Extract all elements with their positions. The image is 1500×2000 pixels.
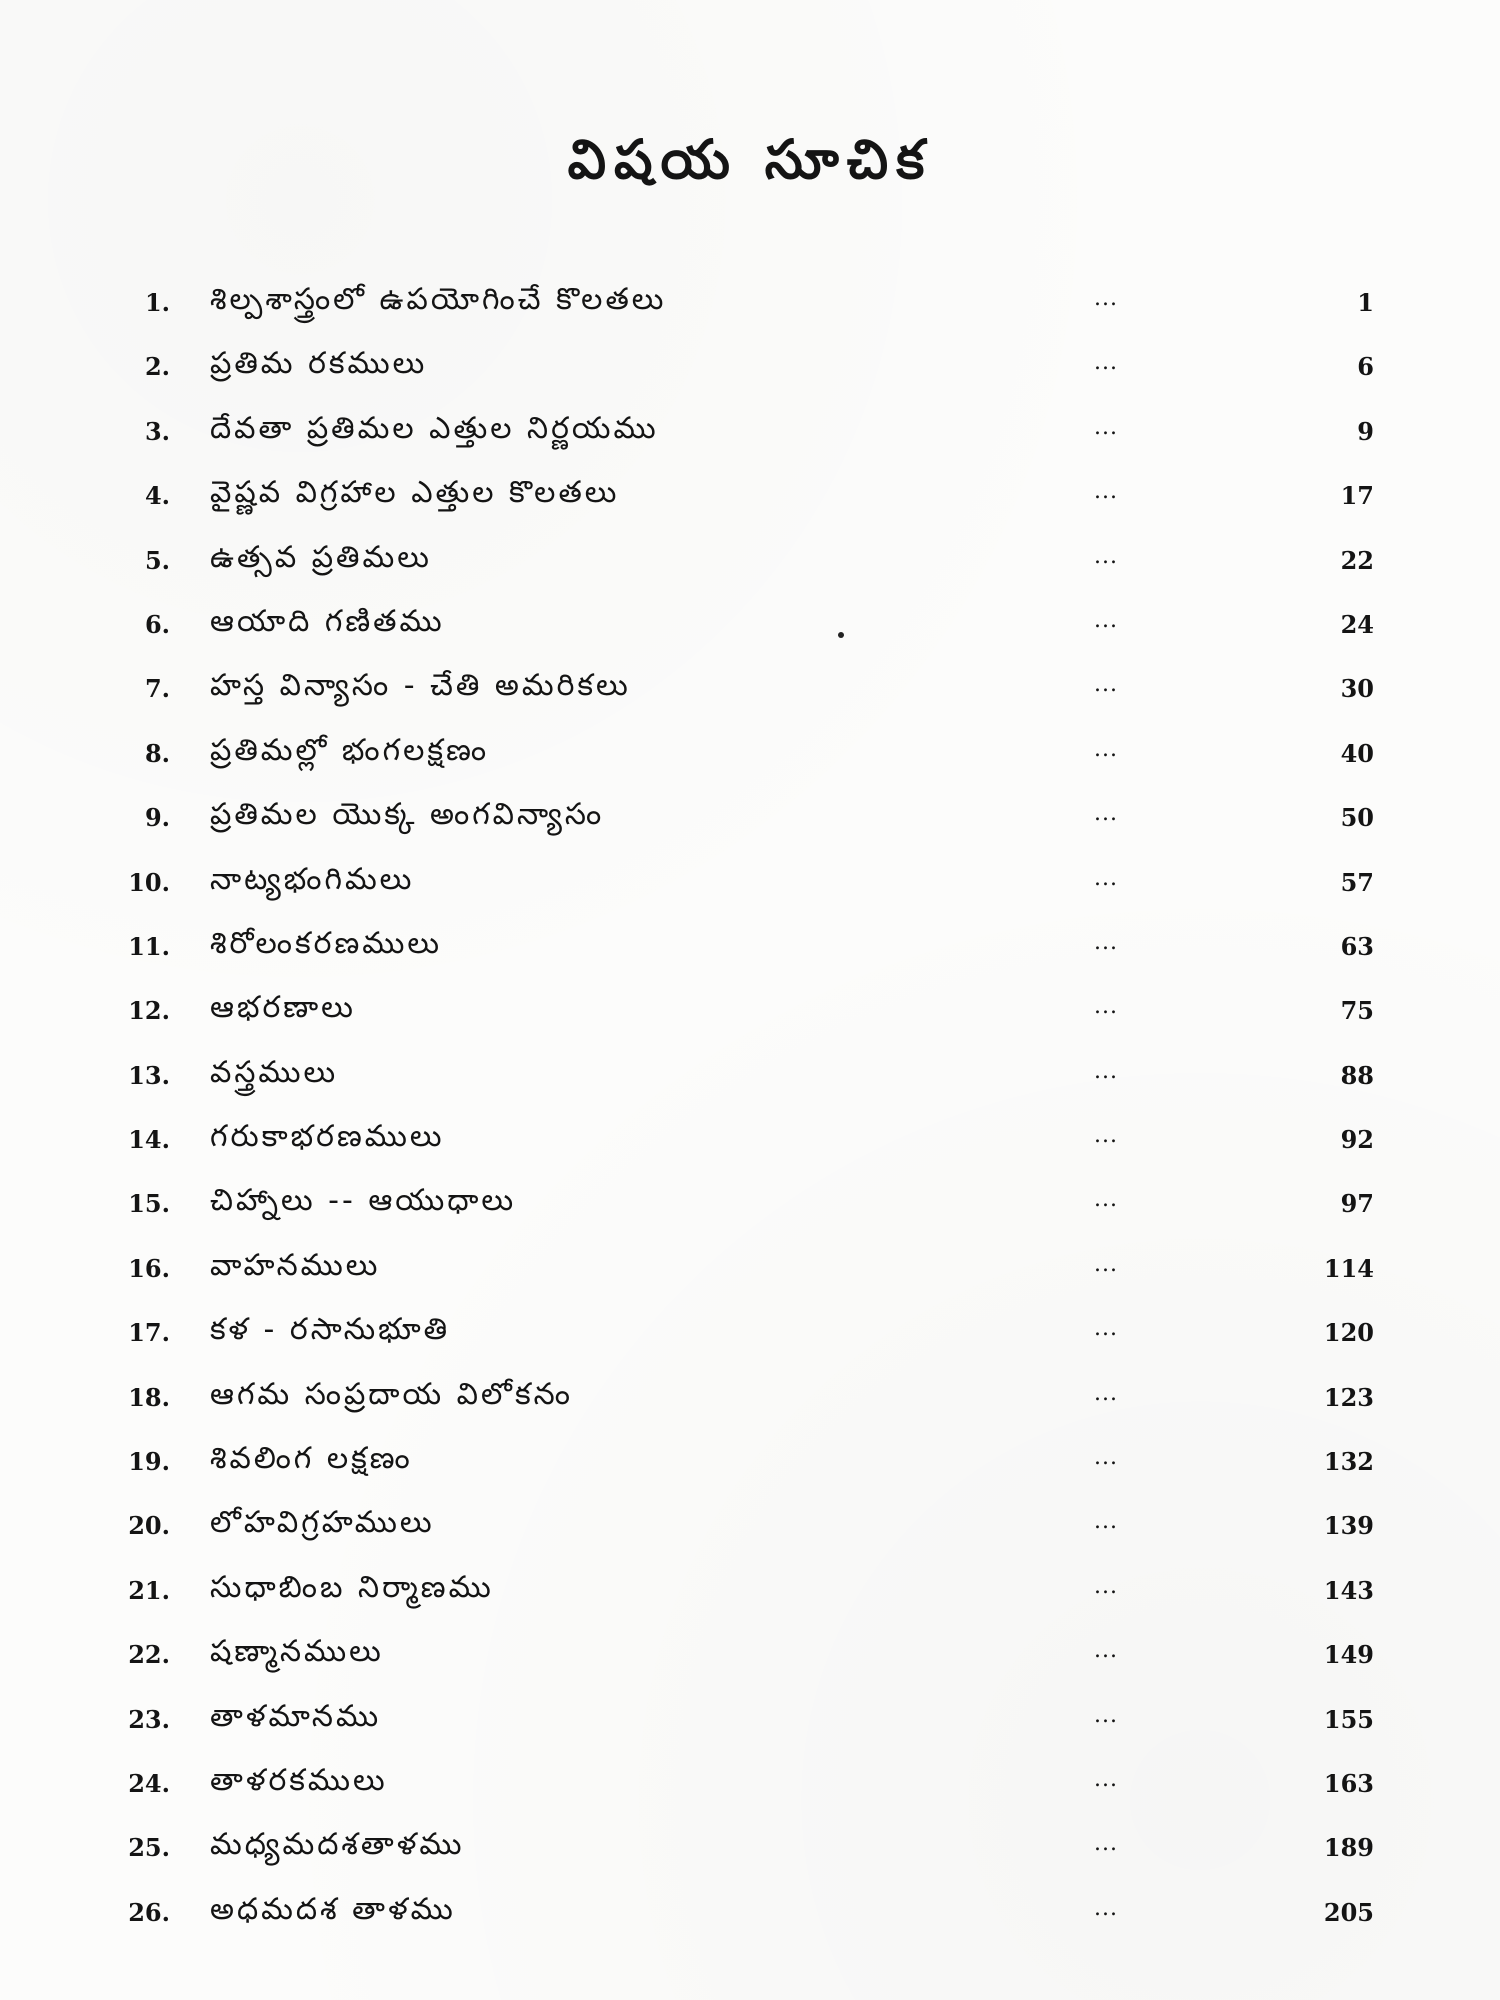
entry-page-number: 63	[1340, 931, 1374, 961]
entry-number: 4.	[144, 481, 170, 511]
entry-title: ప్రతిమల యొక్క అంగవిన్యాసం	[210, 797, 605, 833]
entry-title: షణ్మానములు	[210, 1634, 384, 1670]
entry-page-number: 163	[1323, 1768, 1374, 1798]
entry-number: 13.	[128, 1060, 170, 1090]
entry-page-number: 6	[1357, 352, 1374, 382]
entry-number: 3.	[144, 416, 170, 446]
dot-leader: ...	[1094, 1380, 1118, 1406]
toc-entry	[0, 1308, 1500, 1372]
dot-leader: ...	[1094, 1895, 1118, 1921]
entry-number: 10.	[128, 867, 170, 897]
dot-leader: ...	[1094, 1638, 1118, 1664]
toc-entry	[0, 1115, 1500, 1179]
entry-number: 22.	[128, 1640, 170, 1670]
entry-title: శిల్పశాస్త్రంలో ఉపయోగించే కొలతలు	[210, 282, 667, 317]
entry-page-number: 205	[1323, 1897, 1374, 1927]
toc-entry	[0, 471, 1500, 535]
table-of-contents	[0, 278, 1500, 1952]
entry-page-number: 120	[1323, 1318, 1374, 1348]
dot-leader: ...	[1094, 736, 1118, 762]
entry-page-number: 9	[1357, 416, 1374, 446]
entry-number: 12.	[128, 996, 170, 1026]
entry-number: 11.	[128, 931, 170, 961]
print-speck	[838, 632, 844, 638]
entry-page-number: 155	[1323, 1704, 1374, 1734]
entry-number: 7.	[144, 674, 170, 704]
entry-title: మధ్యమదశతాళము	[210, 1827, 465, 1863]
dot-leader: ...	[1094, 1445, 1118, 1471]
entry-page-number: 88	[1340, 1060, 1374, 1090]
entry-title: ప్రతిమ రకములు	[210, 346, 428, 382]
entry-title: గరుకాభరణములు	[210, 1119, 445, 1155]
toc-entry	[0, 1695, 1500, 1759]
dot-leader: ...	[1094, 543, 1118, 569]
entry-title: వస్త్రములు	[210, 1054, 339, 1090]
dot-leader: ...	[1094, 479, 1118, 505]
toc-entry	[0, 986, 1500, 1050]
entry-number: 5.	[144, 545, 170, 575]
entry-number: 18.	[128, 1382, 170, 1412]
entry-number: 24.	[128, 1768, 170, 1798]
entry-page-number: 57	[1340, 867, 1374, 897]
entry-title: ఆగమ సంప్రదాయ విలోకనం	[210, 1376, 573, 1412]
dot-leader: ...	[1094, 929, 1118, 955]
entry-number: 20.	[128, 1511, 170, 1541]
entry-number: 16.	[128, 1253, 170, 1283]
entry-title: ఆయాది గణితము	[210, 603, 445, 639]
entry-number: 19.	[128, 1447, 170, 1477]
entry-title: శివలింగ లక్షణం	[210, 1441, 413, 1477]
dot-leader: ...	[1094, 865, 1118, 891]
dot-leader: ...	[1094, 801, 1118, 827]
toc-entry	[0, 1888, 1500, 1952]
dot-leader: ...	[1094, 1702, 1118, 1728]
entry-number: 26.	[128, 1897, 170, 1927]
entry-title: ఆభరణాలు	[210, 990, 356, 1026]
dot-leader: ...	[1094, 1766, 1118, 1792]
toc-entry	[0, 664, 1500, 728]
entry-title: శిరోలంకరణములు	[210, 925, 443, 961]
entry-number: 6.	[144, 609, 170, 639]
entry-title: దేవతా ప్రతిమల ఎత్తుల నిర్ణయము	[210, 410, 659, 446]
entry-page-number: 92	[1340, 1125, 1374, 1155]
dot-leader: ...	[1094, 350, 1118, 376]
entry-page-number: 149	[1323, 1640, 1374, 1670]
entry-number: 9.	[144, 803, 170, 833]
entry-page-number: 132	[1323, 1447, 1374, 1477]
dot-leader: ...	[1094, 1831, 1118, 1857]
toc-entry	[0, 407, 1500, 471]
dot-leader: ...	[1094, 607, 1118, 633]
toc-entry	[0, 1501, 1500, 1565]
entry-page-number: 22	[1340, 545, 1374, 575]
entry-number: 23.	[128, 1704, 170, 1734]
entry-number: 17.	[128, 1318, 170, 1348]
toc-entry	[0, 342, 1500, 406]
entry-title: వాహనములు	[210, 1247, 381, 1283]
entry-number: 14.	[128, 1125, 170, 1155]
toc-entry	[0, 1759, 1500, 1823]
entry-number: 15.	[128, 1189, 170, 1219]
dot-leader: ...	[1094, 1251, 1118, 1277]
entry-page-number: 189	[1323, 1833, 1374, 1863]
entry-page-number: 1	[1357, 288, 1374, 317]
toc-entry	[0, 922, 1500, 986]
entry-page-number: 75	[1340, 996, 1374, 1026]
dot-leader: ...	[1094, 1509, 1118, 1535]
entry-title: నాట్యభంగిమలు	[210, 861, 415, 897]
dot-leader: ...	[1094, 414, 1118, 440]
entry-title: అధమదశ తాళము	[210, 1891, 456, 1927]
toc-entry	[0, 278, 1500, 342]
toc-entry	[0, 793, 1500, 857]
dot-leader: ...	[1094, 994, 1118, 1020]
entry-page-number: 139	[1323, 1511, 1374, 1541]
dot-leader: ...	[1094, 1123, 1118, 1149]
toc-entry	[0, 1244, 1500, 1308]
dot-leader: ...	[1094, 672, 1118, 698]
entry-title: చిహ్నాలు -- ఆయుధాలు	[210, 1183, 517, 1219]
entry-page-number: 97	[1340, 1189, 1374, 1219]
dot-leader: ...	[1094, 1573, 1118, 1599]
entry-title: ఉత్సవ ప్రతిమలు	[210, 539, 432, 575]
entry-title: లోహవిగ్రహములు	[210, 1505, 435, 1541]
toc-entry	[0, 729, 1500, 793]
entry-number: 21.	[128, 1575, 170, 1605]
toc-entry	[0, 600, 1500, 664]
entry-page-number: 114	[1323, 1253, 1374, 1283]
toc-entry	[0, 858, 1500, 922]
entry-title: ప్రతిమల్లో భంగలక్షణం	[210, 732, 490, 768]
entry-page-number: 50	[1340, 803, 1374, 833]
page-title: విషయ సూచిక	[567, 128, 933, 191]
entry-number: 25.	[128, 1833, 170, 1863]
entry-page-number: 123	[1323, 1382, 1374, 1412]
dot-leader: ...	[1094, 1316, 1118, 1342]
entry-number: 1.	[144, 288, 170, 317]
entry-page-number: 30	[1340, 674, 1374, 704]
entry-title: తాళమానము	[210, 1698, 382, 1734]
toc-entry	[0, 536, 1500, 600]
entry-number: 8.	[144, 738, 170, 768]
dot-leader: ...	[1094, 1058, 1118, 1084]
toc-entry	[0, 1373, 1500, 1437]
entry-title: హస్త విన్యాసం - చేతి అమరికలు	[210, 668, 631, 704]
entry-page-number: 24	[1340, 609, 1374, 639]
entry-page-number: 40	[1340, 738, 1374, 768]
entry-number: 2.	[144, 352, 170, 382]
toc-entry	[0, 1630, 1500, 1694]
toc-entry	[0, 1823, 1500, 1887]
entry-title: కళ - రసానుభూతి	[210, 1312, 451, 1348]
toc-entry	[0, 1051, 1500, 1115]
entry-title: తాళరకములు	[210, 1762, 388, 1798]
entry-page-number: 143	[1323, 1575, 1374, 1605]
entry-page-number: 17	[1340, 481, 1374, 511]
dot-leader: ...	[1094, 286, 1118, 311]
dot-leader: ...	[1094, 1187, 1118, 1213]
entry-title: సుధాబింబ నిర్మాణము	[210, 1569, 494, 1605]
toc-entry	[0, 1179, 1500, 1243]
entry-title: వైష్ణవ విగ్రహాల ఎత్తుల కొలతలు	[210, 475, 620, 511]
toc-entry	[0, 1437, 1500, 1501]
toc-entry	[0, 1566, 1500, 1630]
